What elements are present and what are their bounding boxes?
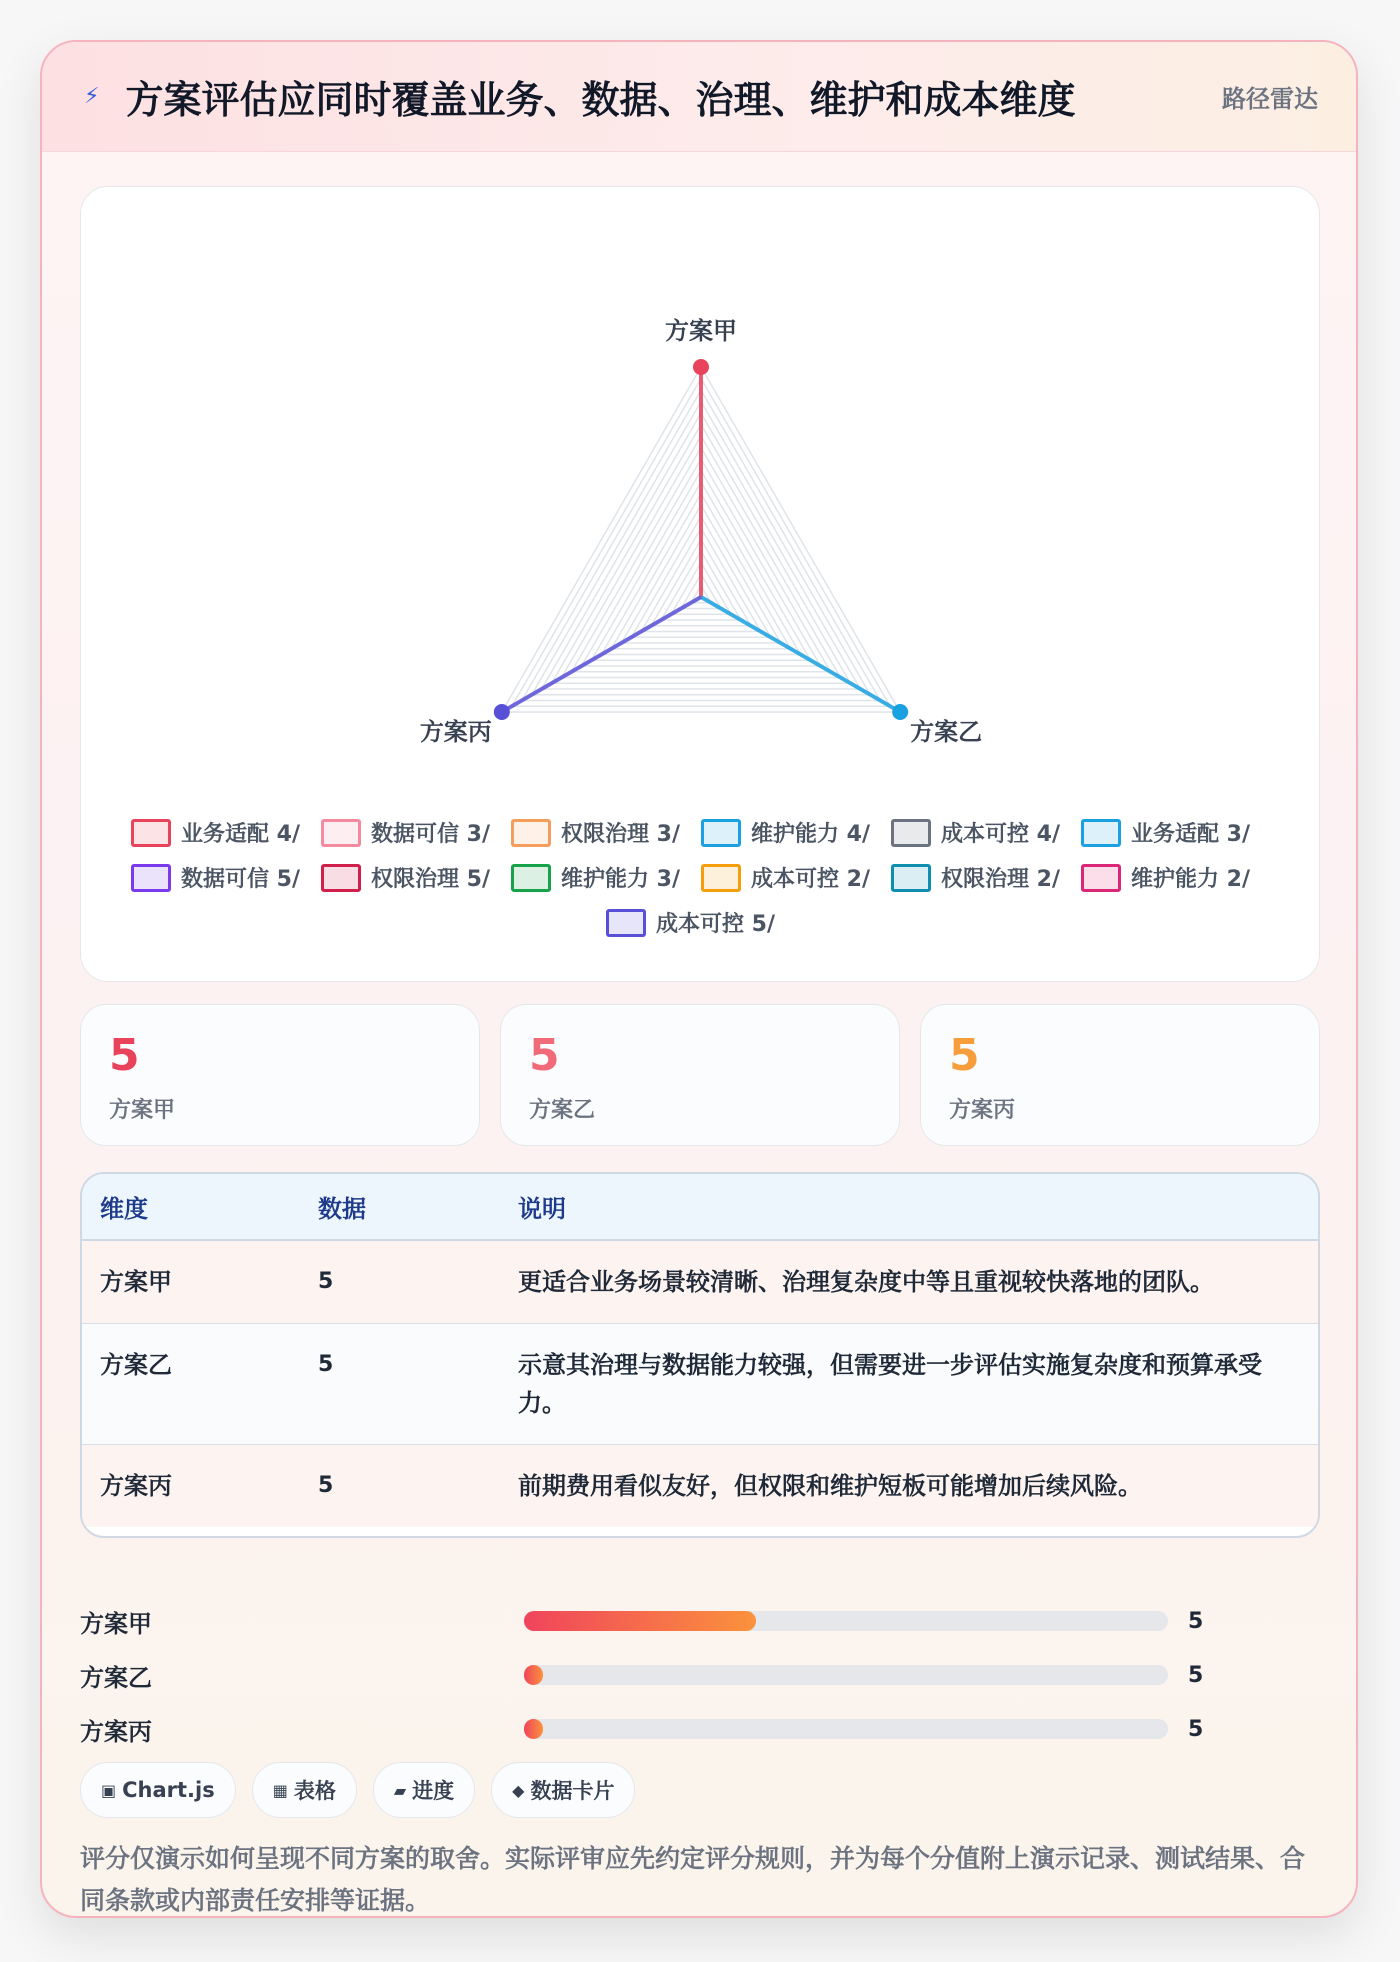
progress-fill (524, 1665, 543, 1685)
legend-swatch (321, 819, 361, 847)
legend-swatch (606, 909, 646, 937)
progress-track (524, 1719, 1168, 1739)
radar-chart (81, 187, 1321, 807)
data-table (80, 1172, 1320, 1538)
radar-data-point (693, 359, 709, 375)
legend-swatch (131, 819, 171, 847)
progress-icon: ▰ (393, 1780, 407, 1800)
legend-item[interactable] (891, 862, 1081, 893)
legend-item[interactable] (321, 862, 511, 893)
legend-swatch (1081, 819, 1121, 847)
legend-label: 权限治理 5/ (371, 867, 491, 892)
chip-chartjs[interactable] (80, 1762, 236, 1818)
legend-swatch (891, 864, 931, 892)
stat-card (500, 1004, 900, 1146)
legend-item[interactable] (321, 817, 511, 848)
radar-axis-label: 方案乙 (910, 718, 983, 746)
chart-icon: ▣ (101, 1780, 117, 1800)
table-cell-dimension: 方案丙 (82, 1445, 300, 1528)
table-header-cell: 数据 (300, 1174, 500, 1240)
stat-label: 方案乙 (529, 1098, 596, 1123)
chart-panel (80, 186, 1320, 982)
table-row (82, 1324, 1318, 1445)
legend-label: 维护能力 2/ (1131, 867, 1251, 892)
table-header-cell: 说明 (500, 1174, 1318, 1240)
chip-data-cards[interactable] (491, 1762, 635, 1818)
legend-item[interactable] (511, 862, 701, 893)
legend-label: 数据可信 3/ (371, 822, 491, 847)
radar-axis-label: 方案丙 (419, 718, 492, 746)
progress-track (524, 1665, 1168, 1685)
legend-item[interactable] (1081, 817, 1271, 848)
table-cell-note: 示意其治理与数据能力较强，但需要进一步评估实施复杂度和预算承受力。 (500, 1324, 1318, 1445)
legend-swatch (511, 819, 551, 847)
stat-value: 5 (529, 1030, 560, 1081)
legend-label: 成本可控 4/ (941, 822, 1061, 847)
legend-label: 权限治理 3/ (561, 822, 681, 847)
legend-item[interactable] (701, 817, 891, 848)
legend-swatch (511, 864, 551, 892)
progress-row (80, 1702, 1320, 1756)
progress-fill (524, 1719, 543, 1739)
stat-label: 方案丙 (949, 1098, 1016, 1123)
legend-label: 数据可信 5/ (181, 867, 301, 892)
chip-label: 数据卡片 (530, 1779, 615, 1803)
legend-item[interactable] (131, 817, 321, 848)
legend-swatch (891, 819, 931, 847)
legend-swatch (1081, 864, 1121, 892)
legend-swatch (701, 819, 741, 847)
legend-label: 权限治理 2/ (941, 867, 1061, 892)
legend-item[interactable] (1081, 862, 1271, 893)
legend-item[interactable] (511, 817, 701, 848)
chip-label: 进度 (412, 1779, 455, 1803)
stat-value: 5 (949, 1030, 980, 1081)
chip-table[interactable] (252, 1762, 357, 1818)
legend-swatch (131, 864, 171, 892)
lightning-icon: ⚡ (84, 84, 100, 109)
radar-axis-label: 方案甲 (665, 317, 737, 345)
legend-label: 业务适配 4/ (181, 822, 301, 847)
table-cell-value: 5 (300, 1445, 500, 1528)
stat-value: 5 (109, 1030, 140, 1081)
table-header-row (82, 1174, 1318, 1240)
page-title: 方案评估应同时覆盖业务、数据、治理、维护和成本维度 (125, 78, 1076, 122)
table-cell-note: 更适合业务场景较清晰、治理复杂度中等且重视较快落地的团队。 (500, 1240, 1318, 1324)
table-cell-value: 5 (300, 1324, 500, 1445)
table-row (82, 1445, 1318, 1528)
legend-label: 成本可控 5/ (656, 912, 776, 937)
progress-track (524, 1611, 1168, 1631)
radar-data-point (892, 704, 908, 720)
legend-label: 维护能力 3/ (561, 867, 681, 892)
progress-label: 方案甲 (80, 1609, 152, 1638)
legend-item[interactable] (131, 862, 321, 893)
progress-label: 方案丙 (80, 1717, 152, 1746)
table-header-cell: 维度 (82, 1174, 300, 1240)
chip-label: 表格 (293, 1779, 336, 1803)
progress-value: 5 (1188, 1716, 1204, 1742)
table-icon: ▦ (272, 1780, 288, 1800)
legend-label: 业务适配 3/ (1131, 822, 1251, 847)
legend-label: 成本可控 2/ (751, 867, 871, 892)
legend-swatch (701, 864, 741, 892)
legend-item[interactable] (701, 862, 891, 893)
legend-item[interactable] (891, 817, 1081, 848)
stat-cards (80, 1004, 1320, 1146)
diamond-icon: ◆ (512, 1780, 525, 1800)
footnote: 评分仅演示如何呈现不同方案的取舍。实际评审应先约定评分规则，并为每个分值附上演示记录、测试结果、合同条款或内部责任安排等证据。 (80, 1844, 1306, 1915)
progress-value: 5 (1188, 1608, 1204, 1634)
chart-type-tag: 路径雷达 (1222, 85, 1318, 113)
table-cell-value: 5 (300, 1240, 500, 1324)
progress-row (80, 1648, 1320, 1702)
progress-fill (524, 1611, 756, 1631)
legend-label: 维护能力 4/ (751, 822, 871, 847)
table-cell-dimension: 方案乙 (82, 1324, 300, 1445)
stat-card (920, 1004, 1320, 1146)
radar-data-point (494, 704, 510, 720)
chart-legend (121, 817, 1281, 938)
header (42, 42, 1356, 152)
progress-label: 方案乙 (80, 1663, 152, 1692)
legend-item[interactable] (606, 907, 796, 938)
table-cell-dimension: 方案甲 (82, 1240, 300, 1324)
chip-label: Chart.js (122, 1778, 215, 1802)
stat-card (80, 1004, 480, 1146)
progress-row (80, 1594, 1320, 1648)
feature-chips (80, 1762, 635, 1818)
chip-progress[interactable] (373, 1762, 475, 1818)
progress-list (80, 1594, 1320, 1756)
table-cell-note: 前期费用看似友好，但权限和维护短板可能增加后续风险。 (500, 1445, 1318, 1528)
progress-value: 5 (1188, 1662, 1204, 1688)
table-row (82, 1240, 1318, 1324)
legend-swatch (321, 864, 361, 892)
main-card (40, 40, 1358, 1918)
stat-label: 方案甲 (109, 1098, 176, 1123)
